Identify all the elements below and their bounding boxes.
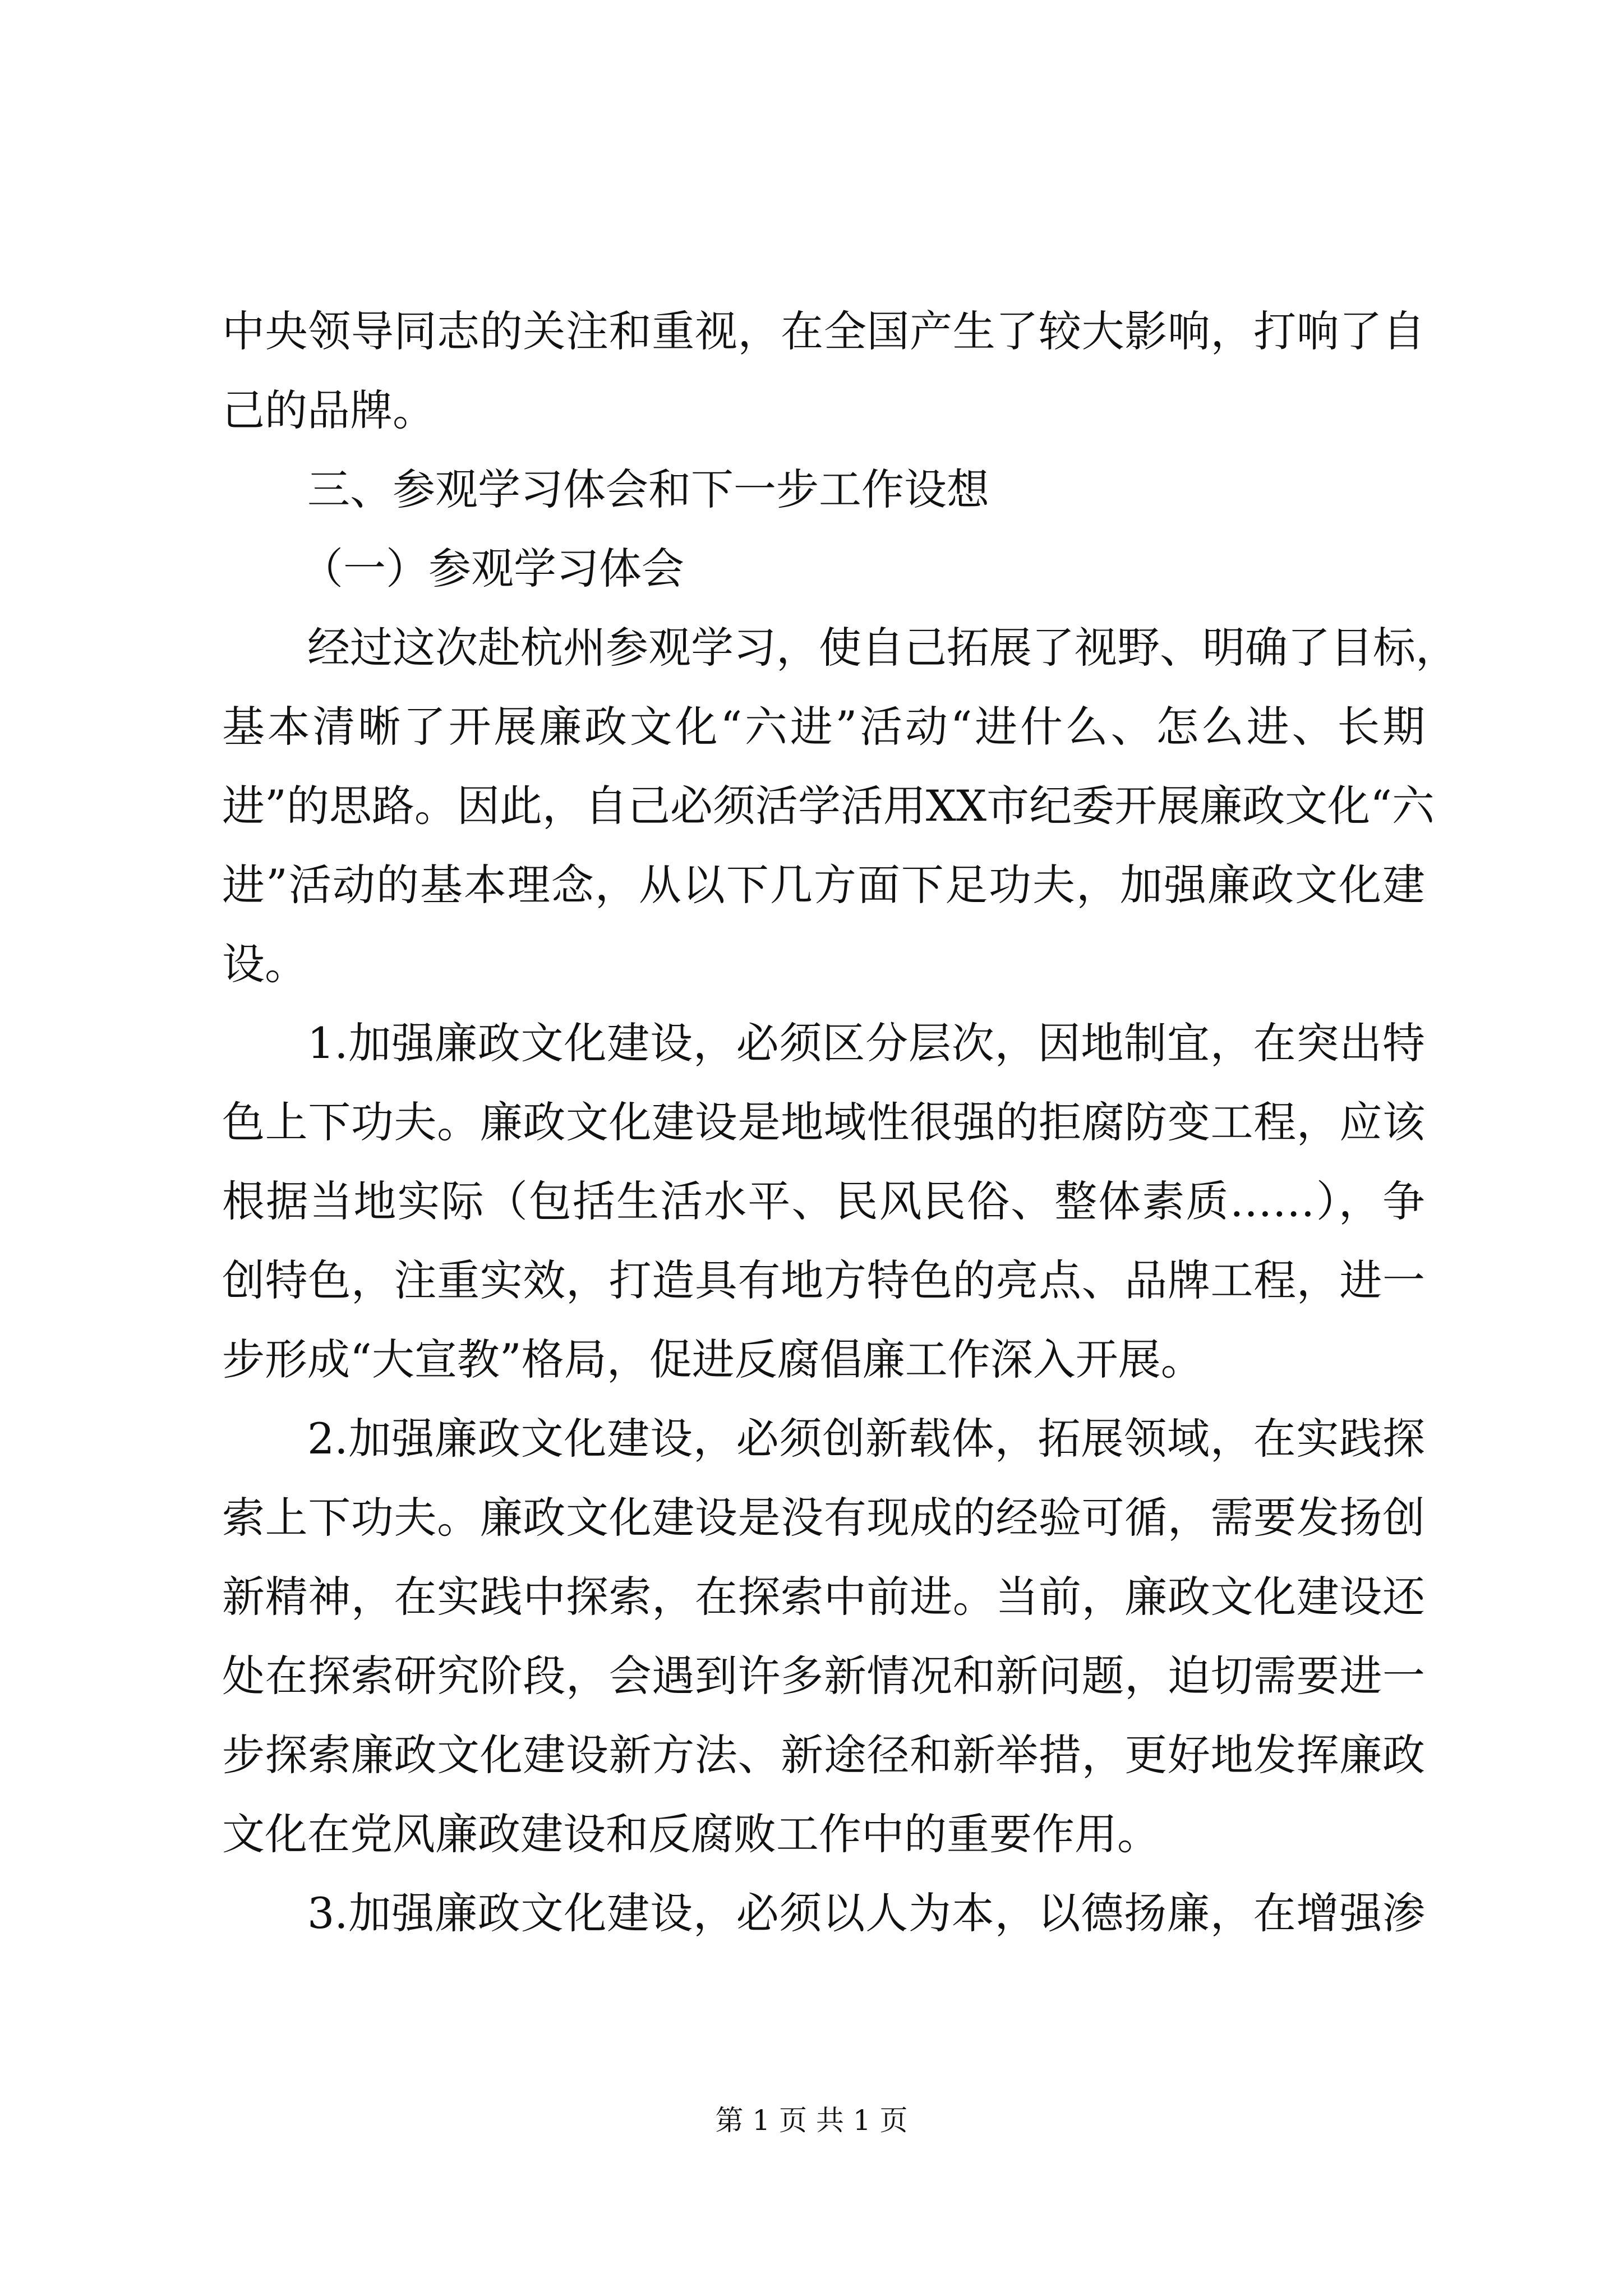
page-footer: 第 1 页 共 1 页 [715, 2104, 908, 2137]
body-line: 步探索廉政文化建设新方法、新途径和新举措，更好地发挥廉政 [222, 1730, 1425, 1780]
body-line: 1.加强廉政文化建设，必须区分层次，因地制宜，在突出特 [307, 1018, 1425, 1068]
body-line: 创特色，注重实效，打造具有地方特色的亮点、品牌工程，进一 [222, 1255, 1425, 1305]
body-line: 基本清晰了开展廉政文化“六进”活动“进什么、怎么进、长期 [222, 702, 1425, 752]
body-line: 中央领导同志的关注和重视，在全国产生了较大影响，打响了自 [222, 306, 1425, 356]
body-line: 设。 [222, 939, 307, 989]
body-line: 新精神，在实践中探索，在探索中前进。当前，廉政文化建设还 [222, 1572, 1425, 1622]
document-body [222, 292, 1458, 1953]
body-line: 处在探索研究阶段，会遇到许多新情况和新问题，迫切需要进一 [222, 1651, 1425, 1701]
body-line: 步形成“大宣教”格局，促进反腐倡廉工作深入开展。 [222, 1335, 1204, 1384]
body-line: 文化在党风廉政建设和反腐败工作中的重要作用。 [222, 1809, 1160, 1859]
body-line: 经过这次赴杭州参观学习，使自己拓展了视野、明确了目标， [307, 623, 1458, 673]
body-line: 2.加强廉政文化建设，必须创新载体，拓展领域，在实践探 [307, 1414, 1425, 1464]
body-line: 己的品牌。 [222, 385, 435, 435]
section-heading: 三、参观学习体会和下一步工作设想 [307, 464, 989, 514]
subsection-heading: （一）参观学习体会 [301, 544, 684, 593]
body-line: 索上下功夫。廉政文化建设是没有现成的经验可循，需要发扬创 [222, 1493, 1425, 1543]
body-line: 根据当地实际（包括生活水平、民风民俗、整体素质……），争 [222, 1176, 1425, 1226]
body-line: 进”的思路。因此，自己必须活学活用XX市纪委开展廉政文化“六 [222, 781, 1435, 831]
body-line: 进”活动的基本理念，从以下几方面下足功夫，加强廉政文化建 [222, 860, 1425, 910]
body-line: 色上下功夫。廉政文化建设是地域性很强的拒腐防变工程，应该 [222, 1097, 1425, 1147]
body-line: 3.加强廉政文化建设，必须以人为本，以德扬廉，在增强渗 [307, 1888, 1425, 1938]
